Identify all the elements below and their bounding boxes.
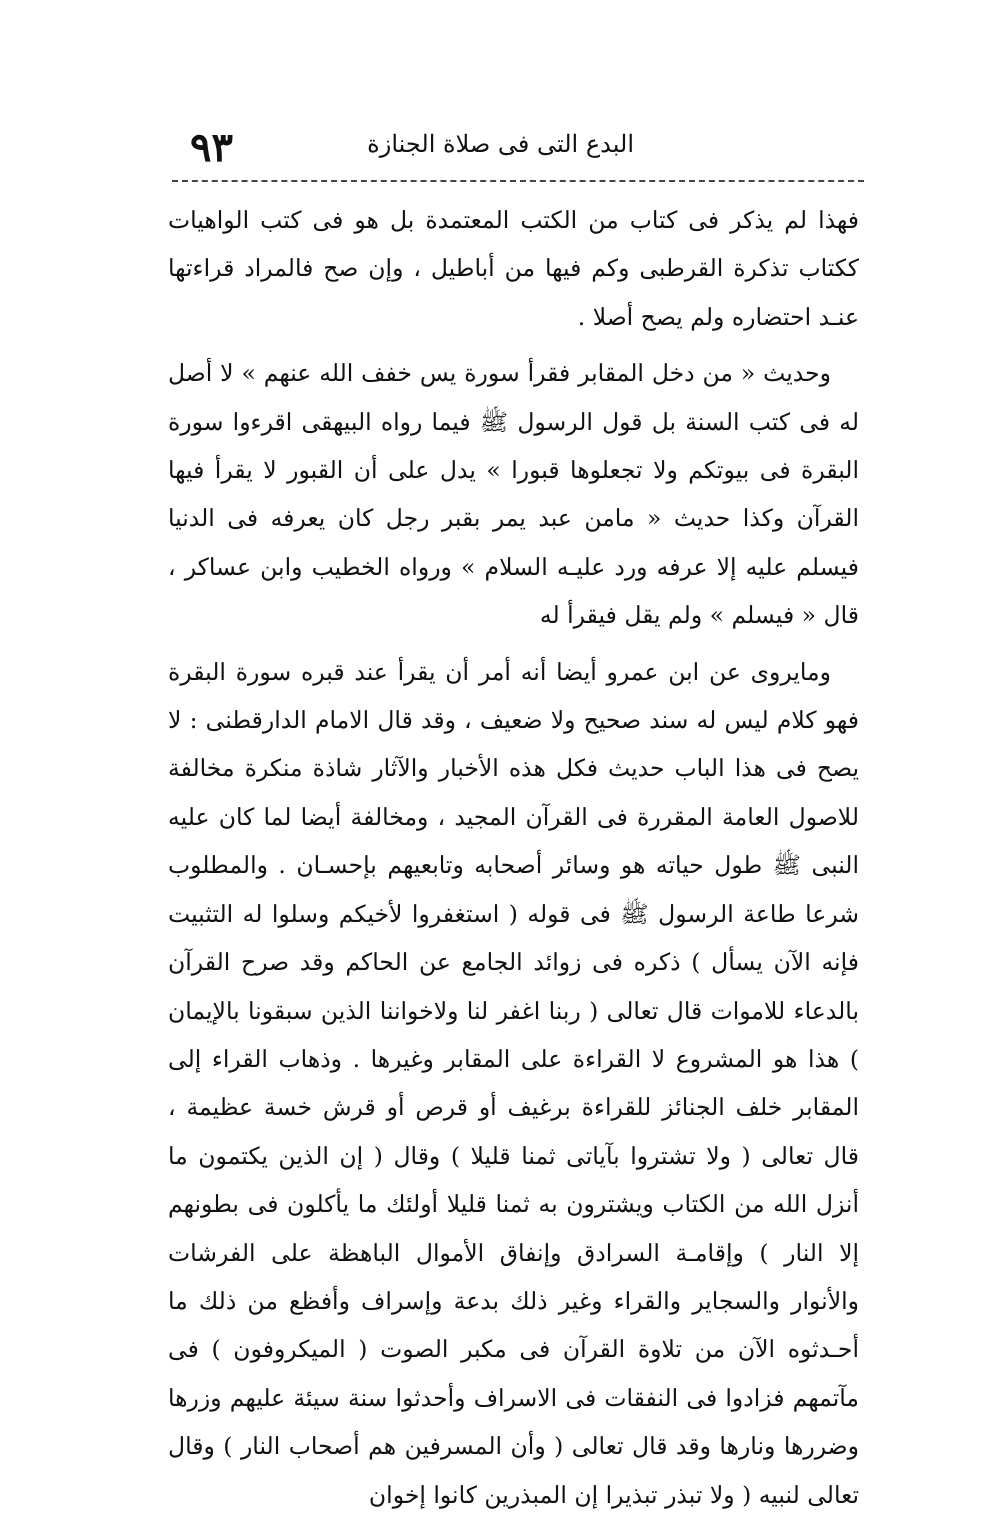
page-number: ٩٣ xyxy=(190,124,233,171)
header-divider xyxy=(172,180,864,182)
paragraph-3: ومايروى عن ابن عمرو أيضا أنه أمر أن يقرأ عند قبره سورة البقرة فهو كلام ليس له سند صحيح ولا ضعيف ، وقد قال الامام الدارقطنى : لا يصح فى هذا الباب حديث فكل هذه الأخبار والآثار شاذة منكرة مخالفة للاصول العامة المقررة فى القرآن المجيد ، ومخالفة أيضا لما كان عليه النبى ﷺ طول حياته هو وسائر أصحابه وتابعيهم بإحسـان . والمطلوب شرعا طاعة الرسول ﷺ فى قوله ( استغفروا لأخيكم وسلوا له التثبيت فإنه الآن يسأل ) ذكره فى زوائد الجامع عن الحاكم وقد صرح القرآن بالدعاء للاموات قال تعالى ( ربنا اغفر لنا ولاخواننا الذين سبقونا بالإيمان ) هذا هو المشروع لا القراءة على المقابر وغيرها . وذهاب القراء إلى المقابر خلف الجنائز للقراءة برغيف أو قرص أو قرش خسة عظيمة ، قال تعالى ( ولا تشتروا بآياتى ثمنا قليلا ) وقال ( إن الذين يكتمون ما أنزل الله من الكتاب ويشترون به ثمنا قليلا أولئك ما يأكلون فى بطونهم إلا النار ) وإقامـة السرادق وإنفاق الأموال الباهظة على الفرشات والأنوار والسجاير والقراء وغير ذلك بدعة وإسراف وأفظع من ذلك ما أحـدثوه الآن من تلاوة القرآن فى مكبر الصوت ( الميكروفون ) فى مآتمهم فزادوا فى النفقات فى الاسراف وأحدثوا سنة سيئة عليهم وزرها وضررها ونارها وقد قال تعالى ( وأن المسرفين هم أصحاب النار ) وقال تعالى لنبيه ( ولا تبذر تبذيرا إن المبذرين كانوا إخوان xyxy=(168,657,859,1509)
page-header xyxy=(190,120,854,180)
running-title: البدع التى فى صلاة الجنازة xyxy=(367,130,634,158)
paragraph-2: وحديث « من دخل المقابر فقرأ سورة يس خفف الله عنهم » لا أصل له فى كتب السنة بل قول الرسول ﷺ فيما رواه البيهقى اقرءوا سورة البقرة فى بيوتكم ولا تجعلوها قبورا » يدل على أن القبور لا يقرأ فيها القرآن وكذا حديث « مامن عبد يمر بقبر رجل كان يعرفه فى الدنيا فيسلم عليه إلا عرفه ورد عليـه السلام » ورواه الخطيب وابن عساكر ، قال « فيسلم » ولم يقل فيقرأ له xyxy=(168,359,859,630)
page-body xyxy=(168,196,859,1519)
paragraph-1: فهذا لم يذكر فى كتاب من الكتب المعتمدة بل هو فى كتب الواهيات ككتاب تذكرة القرطبى وكم فيها من أباطيل ، وإن صح فالمراد قراءتها عنـد احتضاره ولم يصح أصلا . xyxy=(168,206,859,331)
